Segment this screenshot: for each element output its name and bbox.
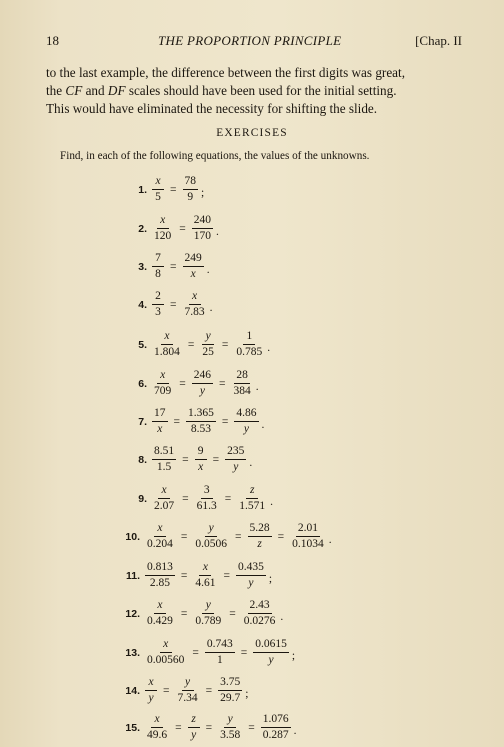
fraction: [152, 175, 164, 204]
denominator: y: [199, 385, 205, 397]
equation-number: 11.: [125, 569, 140, 582]
numerator: 1.076: [261, 713, 291, 728]
fraction: [145, 599, 175, 628]
fraction: [186, 407, 216, 436]
body-paragraph: [46, 64, 464, 118]
numerator: z: [246, 484, 258, 499]
equation-number: 8.: [138, 453, 147, 466]
scale-name: DF: [107, 83, 126, 98]
equation-number: 2.: [138, 222, 147, 235]
fraction: [145, 561, 175, 590]
denominator: x: [198, 461, 204, 473]
scale-name: CF: [65, 83, 83, 98]
numerator: 3: [201, 484, 213, 499]
denominator: y: [243, 423, 249, 435]
equation-14: [120, 676, 248, 705]
fraction: [152, 290, 164, 319]
denominator: y: [148, 692, 154, 704]
fraction: [192, 369, 213, 398]
equation-terminator: .: [249, 456, 253, 469]
denominator: y: [233, 461, 239, 473]
fraction: [218, 713, 242, 742]
equals-sign: =: [182, 492, 189, 505]
numerator: x: [189, 290, 201, 305]
numerator: x: [160, 638, 172, 653]
fraction: [145, 522, 175, 551]
equation-terminator: .: [206, 263, 210, 276]
text-run: scales should have been used for the initial setting.: [125, 83, 397, 98]
fraction: [152, 252, 164, 281]
fraction: [237, 484, 267, 513]
equals-sign: =: [224, 492, 232, 505]
equation-10: [120, 522, 332, 551]
equals-sign: =: [187, 338, 195, 351]
equals-sign: =: [192, 646, 199, 659]
denominator: 170: [193, 230, 211, 242]
denominator: 1: [216, 654, 223, 666]
numerator: 240: [192, 214, 213, 229]
equation-terminator: .: [280, 610, 284, 623]
equals-sign: =: [170, 298, 177, 311]
fraction: [145, 713, 169, 742]
equation-1: [127, 175, 204, 204]
equation-number: 12.: [125, 607, 140, 620]
equals-sign: =: [240, 646, 248, 659]
fraction: [193, 599, 223, 628]
denominator: 61.3: [196, 500, 217, 512]
fraction: [192, 214, 213, 243]
running-header: [46, 33, 462, 49]
equals-sign: =: [180, 569, 188, 582]
fraction: [176, 676, 200, 705]
denominator: 7.83: [184, 306, 205, 318]
denominator: 3.58: [220, 729, 241, 741]
equals-sign: =: [179, 377, 186, 390]
equals-sign: =: [248, 721, 255, 734]
fraction: [253, 638, 289, 667]
equals-sign: =: [205, 684, 213, 697]
numerator: x: [161, 330, 173, 345]
denominator: 5: [155, 191, 161, 203]
denominator: 7.34: [177, 692, 198, 704]
equals-sign: =: [221, 415, 229, 428]
equation-terminator: ;: [291, 649, 296, 662]
fraction: [242, 599, 278, 628]
paragraph-line: [46, 82, 464, 100]
instructions: Find, in each of the following equations, the values of the unknowns.: [60, 150, 370, 162]
numerator: x: [154, 599, 166, 614]
fraction: [193, 561, 217, 590]
numerator: 0.743: [205, 638, 235, 653]
numerator: x: [158, 484, 170, 499]
denominator: y: [268, 654, 274, 666]
numerator: z: [188, 713, 200, 728]
equation-number: 9.: [138, 492, 147, 505]
denominator: 1.5: [156, 461, 172, 473]
numerator: 5.28: [248, 522, 272, 537]
equation-8: [127, 445, 252, 474]
denominator: 8.53: [190, 423, 211, 435]
numerator: 28: [234, 369, 250, 384]
equation-number: 10.: [125, 530, 140, 543]
equals-sign: =: [219, 377, 226, 390]
denominator: 0.429: [147, 615, 173, 627]
equation-number: 6.: [138, 377, 147, 390]
denominator: 1.571: [239, 500, 266, 512]
fraction: [152, 330, 182, 359]
chapter-label: [Chap. II: [415, 33, 462, 48]
denominator: 0.00560: [147, 654, 185, 666]
text-run: the: [46, 83, 66, 98]
numerator: 0.0615: [253, 638, 289, 653]
numerator: 249: [183, 252, 204, 267]
equation-terminator: .: [216, 225, 219, 238]
numerator: 1.365: [186, 407, 216, 422]
fraction: [195, 484, 219, 513]
equation-11: [120, 561, 272, 590]
equals-sign: =: [170, 183, 177, 196]
denominator: 2.85: [149, 577, 170, 589]
denominator: 0.0506: [195, 538, 227, 550]
section-title: EXERCISES: [216, 127, 288, 139]
fraction: [183, 290, 207, 319]
equals-sign: =: [163, 684, 170, 697]
fraction: [183, 175, 199, 204]
numerator: y: [182, 676, 194, 691]
page-number: 18: [46, 33, 59, 48]
numerator: 0.435: [236, 561, 266, 576]
denominator: 9: [187, 191, 194, 203]
fraction: [152, 214, 173, 243]
equals-sign: =: [175, 721, 182, 734]
equation-2: [127, 214, 219, 243]
numerator: x: [157, 369, 169, 384]
equation-number: 5.: [138, 338, 147, 351]
denominator: 1.804: [154, 346, 180, 358]
numerator: x: [154, 522, 166, 537]
equals-sign: =: [235, 530, 242, 543]
denominator: x: [190, 268, 196, 280]
equation-terminator: .: [255, 380, 259, 393]
denominator: 3: [155, 306, 161, 318]
equals-sign: =: [223, 569, 230, 582]
numerator: x: [157, 214, 169, 229]
denominator: y: [191, 729, 197, 741]
equals-sign: =: [182, 453, 189, 466]
equation-number: 14.: [125, 684, 140, 697]
fraction: [152, 369, 173, 398]
denominator: 0.785: [236, 346, 263, 358]
equation-terminator: .: [267, 341, 271, 354]
denominator: 29.7: [220, 692, 241, 704]
numerator: 78: [183, 175, 199, 190]
fraction: [145, 676, 157, 705]
equation-6: [127, 369, 259, 398]
fraction: [234, 407, 258, 436]
denominator: 2.07: [154, 500, 175, 512]
denominator: 0.1034: [292, 538, 324, 550]
numerator: 1: [243, 330, 255, 345]
numerator: 2: [152, 290, 164, 305]
numerator: y: [202, 599, 214, 614]
equation-15: [120, 713, 297, 742]
numerator: y: [202, 330, 214, 345]
numerator: 7: [152, 252, 164, 267]
equation-12: [120, 599, 283, 628]
fraction: [145, 638, 186, 667]
equation-number: 4.: [138, 298, 147, 311]
numerator: x: [199, 561, 211, 576]
equation-terminator: ;: [245, 687, 249, 700]
numerator: 9: [195, 445, 207, 460]
equation-3: [127, 252, 210, 281]
fraction: [205, 638, 235, 667]
numerator: x: [152, 175, 164, 190]
equals-sign: =: [205, 721, 213, 734]
equation-5: [127, 330, 270, 359]
numerator: x: [151, 713, 163, 728]
equals-sign: =: [180, 607, 188, 620]
denominator: 0.287: [262, 729, 289, 741]
equation-terminator: .: [328, 533, 332, 546]
numerator: 4.86: [234, 407, 258, 422]
denominator: y: [248, 577, 254, 589]
denominator: 25: [202, 346, 214, 358]
denominator: 0.0276: [243, 615, 276, 627]
fraction: [183, 252, 204, 281]
equation-number: 7.: [138, 415, 147, 428]
numerator: 0.813: [145, 561, 175, 576]
equation-number: 13.: [125, 646, 140, 659]
numerator: 2.43: [248, 599, 272, 614]
equation-number: 15.: [125, 721, 140, 734]
equation-7: [127, 407, 264, 436]
numerator: 8.51: [152, 445, 176, 460]
fraction: [193, 522, 229, 551]
equals-sign: =: [180, 530, 188, 543]
equals-sign: =: [170, 260, 177, 273]
numerator: y: [224, 713, 236, 728]
equals-sign: =: [173, 415, 180, 428]
equation-number: 3.: [138, 260, 147, 273]
equation-terminator: ;: [201, 186, 205, 199]
equation-terminator: .: [293, 724, 297, 737]
equals-sign: =: [277, 530, 285, 543]
numerator: 246: [192, 369, 213, 384]
fraction: [152, 407, 168, 436]
paragraph-line: to the last example, the difference between the first digits was great,: [46, 65, 405, 80]
equation-13: [120, 638, 295, 667]
fraction: [290, 522, 326, 551]
fraction: [234, 330, 264, 359]
denominator: 8: [155, 268, 161, 280]
equation-terminator: .: [209, 301, 213, 314]
equals-sign: =: [229, 607, 236, 620]
numerator: 17: [152, 407, 168, 422]
numerator: x: [145, 676, 157, 691]
numerator: 2.01: [296, 522, 320, 537]
numerator: y: [205, 522, 217, 537]
equals-sign: =: [212, 453, 220, 466]
denominator: z: [257, 538, 262, 550]
equation-terminator: .: [261, 418, 265, 431]
fraction: [218, 676, 242, 705]
fraction: [232, 369, 253, 398]
paragraph-line: This would have eliminated the necessity for shifting the slide.: [46, 101, 378, 116]
denominator: 49.6: [147, 729, 168, 741]
numerator: 3.75: [218, 676, 242, 691]
equation-9: [127, 484, 273, 513]
equation-terminator: ;: [268, 572, 273, 585]
denominator: 0.789: [195, 615, 222, 627]
fraction: [200, 330, 216, 359]
numerator: 235: [225, 445, 246, 460]
denominator: 120: [154, 230, 172, 242]
fraction: [152, 484, 176, 513]
denominator: 384: [233, 385, 251, 397]
fraction: [236, 561, 266, 590]
fraction: [152, 445, 176, 474]
denominator: 709: [154, 385, 172, 397]
equals-sign: =: [179, 222, 186, 235]
fraction: [195, 445, 207, 474]
running-title: THE PROPORTION PRINCIPLE: [158, 33, 342, 48]
denominator: 0.204: [147, 538, 173, 550]
equation-4: [127, 290, 213, 319]
equation-terminator: .: [270, 495, 273, 508]
fraction: [225, 445, 246, 474]
denominator: x: [157, 423, 163, 435]
text-run: and: [82, 83, 108, 98]
denominator: 4.61: [195, 577, 216, 589]
equals-sign: =: [221, 338, 229, 351]
fraction: [261, 713, 291, 742]
fraction: [188, 713, 200, 742]
equation-number: 1.: [138, 183, 147, 196]
fraction: [248, 522, 272, 551]
